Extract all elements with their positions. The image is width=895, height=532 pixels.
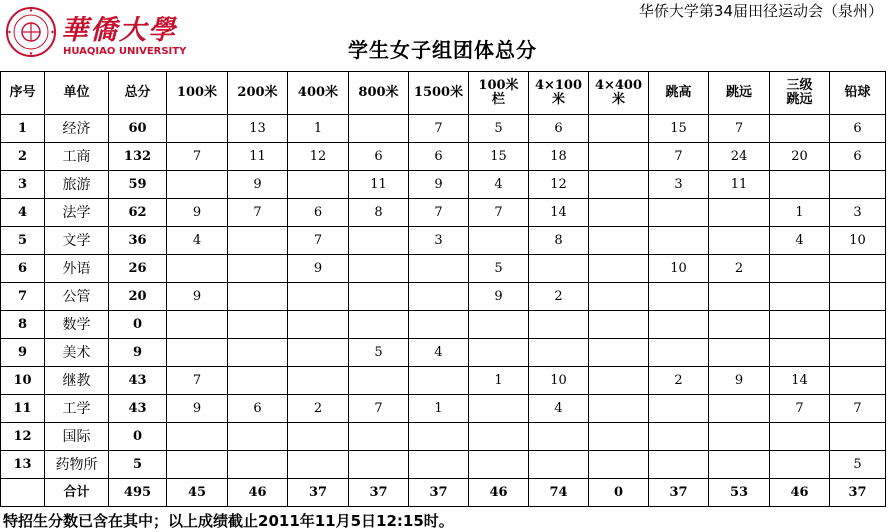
logo-name-cn: 華僑大學 <box>61 15 177 46</box>
score-cell: 10 <box>649 255 709 283</box>
row-number-cell: 12 <box>1 423 45 451</box>
score-cell <box>589 339 649 367</box>
row-number-cell: 2 <box>1 143 45 171</box>
score-cell <box>709 395 770 423</box>
score-cell <box>228 423 288 451</box>
score-cell <box>167 255 228 283</box>
score-cell <box>589 171 649 199</box>
totals-cell: 46 <box>770 479 830 507</box>
score-cell <box>349 451 409 479</box>
score-cell: 6 <box>830 143 886 171</box>
score-cell <box>589 395 649 423</box>
table-row <box>1 451 886 479</box>
column-header: 400米 <box>288 72 349 115</box>
score-cell <box>649 339 709 367</box>
total-score-cell: 43 <box>109 367 167 395</box>
score-cell: 14 <box>529 199 589 227</box>
score-cell <box>469 395 529 423</box>
score-cell <box>349 367 409 395</box>
unit-cell: 药物所 <box>45 451 109 479</box>
score-cell <box>589 199 649 227</box>
score-cell <box>167 171 228 199</box>
score-cell: 11 <box>228 143 288 171</box>
column-header: 800米 <box>349 72 409 115</box>
score-cell <box>167 115 228 143</box>
score-cell <box>409 255 469 283</box>
column-header: 100米 栏 <box>469 72 529 115</box>
table-row <box>1 255 886 283</box>
score-cell <box>228 367 288 395</box>
score-cell: 6 <box>228 395 288 423</box>
score-cell <box>409 423 469 451</box>
total-score-cell: 59 <box>109 171 167 199</box>
score-cell: 7 <box>409 199 469 227</box>
score-cell: 13 <box>228 115 288 143</box>
score-cell <box>770 451 830 479</box>
column-header: 4×400 米 <box>589 72 649 115</box>
column-header: 100米 <box>167 72 228 115</box>
score-cell <box>649 451 709 479</box>
score-cell: 10 <box>529 367 589 395</box>
table-row <box>1 227 886 255</box>
table-row <box>1 423 886 451</box>
unit-cell: 继教 <box>45 367 109 395</box>
score-cell <box>589 255 649 283</box>
score-cell <box>228 227 288 255</box>
totals-cell: 37 <box>409 479 469 507</box>
total-score-cell: 9 <box>109 339 167 367</box>
score-cell <box>770 255 830 283</box>
score-cell: 1 <box>770 199 830 227</box>
table-row <box>1 199 886 227</box>
total-score-cell: 60 <box>109 115 167 143</box>
score-cell <box>709 311 770 339</box>
score-cell <box>167 311 228 339</box>
score-cell <box>167 423 228 451</box>
row-number-cell: 9 <box>1 339 45 367</box>
score-cell <box>770 339 830 367</box>
score-cell <box>349 423 409 451</box>
column-header: 跳远 <box>709 72 770 115</box>
unit-cell: 文学 <box>45 227 109 255</box>
score-table <box>0 71 886 507</box>
column-header: 200米 <box>228 72 288 115</box>
score-cell: 3 <box>830 199 886 227</box>
table-row <box>1 171 886 199</box>
column-header: 总分 <box>109 72 167 115</box>
score-cell <box>830 283 886 311</box>
score-cell: 4 <box>167 227 228 255</box>
score-cell <box>529 311 589 339</box>
totals-cell: 0 <box>589 479 649 507</box>
score-cell <box>469 423 529 451</box>
score-cell <box>830 423 886 451</box>
score-cell <box>529 339 589 367</box>
unit-cell: 经济 <box>45 115 109 143</box>
score-cell: 20 <box>770 143 830 171</box>
score-cell <box>589 227 649 255</box>
score-cell <box>409 311 469 339</box>
total-score-cell: 132 <box>109 143 167 171</box>
total-score-cell: 5 <box>109 451 167 479</box>
score-cell <box>469 451 529 479</box>
score-cell <box>709 423 770 451</box>
score-cell <box>830 171 886 199</box>
score-cell <box>469 227 529 255</box>
row-number-cell: 11 <box>1 395 45 423</box>
score-cell: 15 <box>649 115 709 143</box>
score-cell: 4 <box>529 395 589 423</box>
score-cell: 9 <box>167 283 228 311</box>
score-cell <box>589 115 649 143</box>
total-score-cell: 0 <box>109 423 167 451</box>
footnote: 特招生分数已含在其中；以上成绩截止2011年11月5日12:15时。 <box>3 512 454 530</box>
score-cell: 12 <box>288 143 349 171</box>
score-cell: 9 <box>409 171 469 199</box>
score-cell <box>649 199 709 227</box>
score-cell <box>349 311 409 339</box>
score-cell <box>770 423 830 451</box>
score-cell <box>288 339 349 367</box>
score-cell <box>709 227 770 255</box>
score-cell <box>649 311 709 339</box>
score-cell: 9 <box>288 255 349 283</box>
score-cell <box>409 451 469 479</box>
table-title: 学生女子组团体总分 <box>348 38 537 62</box>
table-row <box>1 283 886 311</box>
table-row <box>1 367 886 395</box>
score-cell <box>409 283 469 311</box>
score-cell <box>649 395 709 423</box>
score-cell: 7 <box>288 227 349 255</box>
totals-cell: 37 <box>830 479 886 507</box>
score-cell: 2 <box>288 395 349 423</box>
score-cell: 6 <box>409 143 469 171</box>
column-header: 单位 <box>45 72 109 115</box>
score-cell <box>288 367 349 395</box>
totals-cell: 74 <box>529 479 589 507</box>
score-cell: 5 <box>830 451 886 479</box>
score-cell: 11 <box>709 171 770 199</box>
score-cell <box>228 283 288 311</box>
score-cell: 6 <box>288 199 349 227</box>
row-number-cell: 10 <box>1 367 45 395</box>
totals-cell: 53 <box>709 479 770 507</box>
unit-cell: 法学 <box>45 199 109 227</box>
total-score-cell: 0 <box>109 311 167 339</box>
score-cell: 7 <box>228 199 288 227</box>
row-number-cell: 7 <box>1 283 45 311</box>
row-number-cell: 13 <box>1 451 45 479</box>
score-cell: 7 <box>167 367 228 395</box>
score-cell <box>228 451 288 479</box>
score-cell <box>589 423 649 451</box>
score-cell <box>349 115 409 143</box>
score-cell: 4 <box>469 171 529 199</box>
score-cell <box>228 339 288 367</box>
table-row <box>1 339 886 367</box>
totals-cell <box>1 479 45 507</box>
score-cell <box>709 283 770 311</box>
row-number-cell: 3 <box>1 171 45 199</box>
column-header: 1500米 <box>409 72 469 115</box>
score-cell: 6 <box>349 143 409 171</box>
column-header: 三级 跳远 <box>770 72 830 115</box>
column-header: 跳高 <box>649 72 709 115</box>
total-score-cell: 36 <box>109 227 167 255</box>
score-cell: 5 <box>469 115 529 143</box>
score-cell: 7 <box>770 395 830 423</box>
row-number-cell: 5 <box>1 227 45 255</box>
score-cell <box>529 255 589 283</box>
score-cell <box>349 255 409 283</box>
score-cell: 9 <box>167 395 228 423</box>
score-cell <box>288 283 349 311</box>
score-cell <box>589 283 649 311</box>
column-header: 4×100 米 <box>529 72 589 115</box>
totals-cell: 37 <box>349 479 409 507</box>
score-cell: 1 <box>469 367 529 395</box>
score-cell <box>709 451 770 479</box>
unit-cell: 数学 <box>45 311 109 339</box>
score-cell: 2 <box>649 367 709 395</box>
score-cell: 9 <box>709 367 770 395</box>
score-cell: 6 <box>529 115 589 143</box>
unit-cell: 外语 <box>45 255 109 283</box>
score-cell: 7 <box>469 199 529 227</box>
score-cell <box>167 339 228 367</box>
score-cell: 9 <box>228 171 288 199</box>
score-cell <box>469 339 529 367</box>
score-cell: 4 <box>770 227 830 255</box>
score-cell: 3 <box>649 171 709 199</box>
score-cell: 7 <box>167 143 228 171</box>
score-cell <box>529 423 589 451</box>
score-cell <box>649 423 709 451</box>
logo-name-en: HUAQIAO UNIVERSITY <box>63 46 187 57</box>
score-cell <box>589 143 649 171</box>
score-cell <box>830 339 886 367</box>
score-cell: 15 <box>469 143 529 171</box>
score-cell: 2 <box>529 283 589 311</box>
score-cell: 4 <box>409 339 469 367</box>
score-cell: 9 <box>469 283 529 311</box>
score-cell: 10 <box>830 227 886 255</box>
score-cell: 24 <box>709 143 770 171</box>
score-cell <box>770 171 830 199</box>
score-cell: 5 <box>469 255 529 283</box>
score-cell: 8 <box>529 227 589 255</box>
score-cell <box>770 115 830 143</box>
totals-cell: 45 <box>167 479 228 507</box>
score-cell: 7 <box>409 115 469 143</box>
score-cell: 7 <box>709 115 770 143</box>
score-cell <box>469 311 529 339</box>
score-cell <box>830 311 886 339</box>
score-cell: 3 <box>409 227 469 255</box>
column-header: 铅球 <box>830 72 886 115</box>
score-cell <box>770 311 830 339</box>
score-cell <box>649 227 709 255</box>
total-score-cell: 20 <box>109 283 167 311</box>
score-cell <box>589 451 649 479</box>
score-cell <box>830 367 886 395</box>
score-cell <box>288 311 349 339</box>
table-row <box>1 143 886 171</box>
score-cell: 7 <box>830 395 886 423</box>
totals-cell: 37 <box>649 479 709 507</box>
score-cell <box>349 227 409 255</box>
score-cell <box>709 199 770 227</box>
score-cell <box>288 451 349 479</box>
score-cell <box>288 171 349 199</box>
unit-cell: 工学 <box>45 395 109 423</box>
table-row <box>1 395 886 423</box>
score-cell <box>830 255 886 283</box>
unit-cell: 工商 <box>45 143 109 171</box>
totals-row <box>1 479 886 507</box>
total-score-cell: 43 <box>109 395 167 423</box>
total-score-cell: 26 <box>109 255 167 283</box>
total-score-cell: 62 <box>109 199 167 227</box>
score-cell <box>349 283 409 311</box>
totals-cell: 37 <box>288 479 349 507</box>
score-cell: 7 <box>649 143 709 171</box>
totals-cell: 46 <box>228 479 288 507</box>
score-cell: 18 <box>529 143 589 171</box>
score-cell: 1 <box>288 115 349 143</box>
score-cell: 5 <box>349 339 409 367</box>
score-cell <box>288 423 349 451</box>
score-cell <box>770 283 830 311</box>
score-cell: 1 <box>409 395 469 423</box>
event-title: 华侨大学第34届田径运动会（泉州） <box>638 2 883 20</box>
score-cell <box>709 339 770 367</box>
score-cell: 8 <box>349 199 409 227</box>
totals-cell: 46 <box>469 479 529 507</box>
row-number-cell: 8 <box>1 311 45 339</box>
score-cell: 11 <box>349 171 409 199</box>
score-cell <box>589 311 649 339</box>
score-cell: 2 <box>709 255 770 283</box>
score-cell <box>409 367 469 395</box>
row-number-cell: 1 <box>1 115 45 143</box>
score-cell <box>228 311 288 339</box>
table-row <box>1 115 886 143</box>
row-number-cell: 6 <box>1 255 45 283</box>
score-cell <box>529 451 589 479</box>
score-cell: 14 <box>770 367 830 395</box>
score-cell: 6 <box>830 115 886 143</box>
table-row <box>1 311 886 339</box>
unit-cell: 国际 <box>45 423 109 451</box>
totals-cell: 495 <box>109 479 167 507</box>
score-cell <box>167 451 228 479</box>
score-cell <box>228 255 288 283</box>
score-cell: 12 <box>529 171 589 199</box>
row-number-cell: 4 <box>1 199 45 227</box>
unit-cell: 旅游 <box>45 171 109 199</box>
score-cell <box>649 283 709 311</box>
table-header-row <box>1 72 886 115</box>
score-cell <box>589 367 649 395</box>
unit-cell: 美术 <box>45 339 109 367</box>
score-cell: 9 <box>167 199 228 227</box>
totals-label-cell: 合计 <box>45 479 109 507</box>
unit-cell: 公管 <box>45 283 109 311</box>
column-header: 序号 <box>1 72 45 115</box>
score-cell: 7 <box>349 395 409 423</box>
